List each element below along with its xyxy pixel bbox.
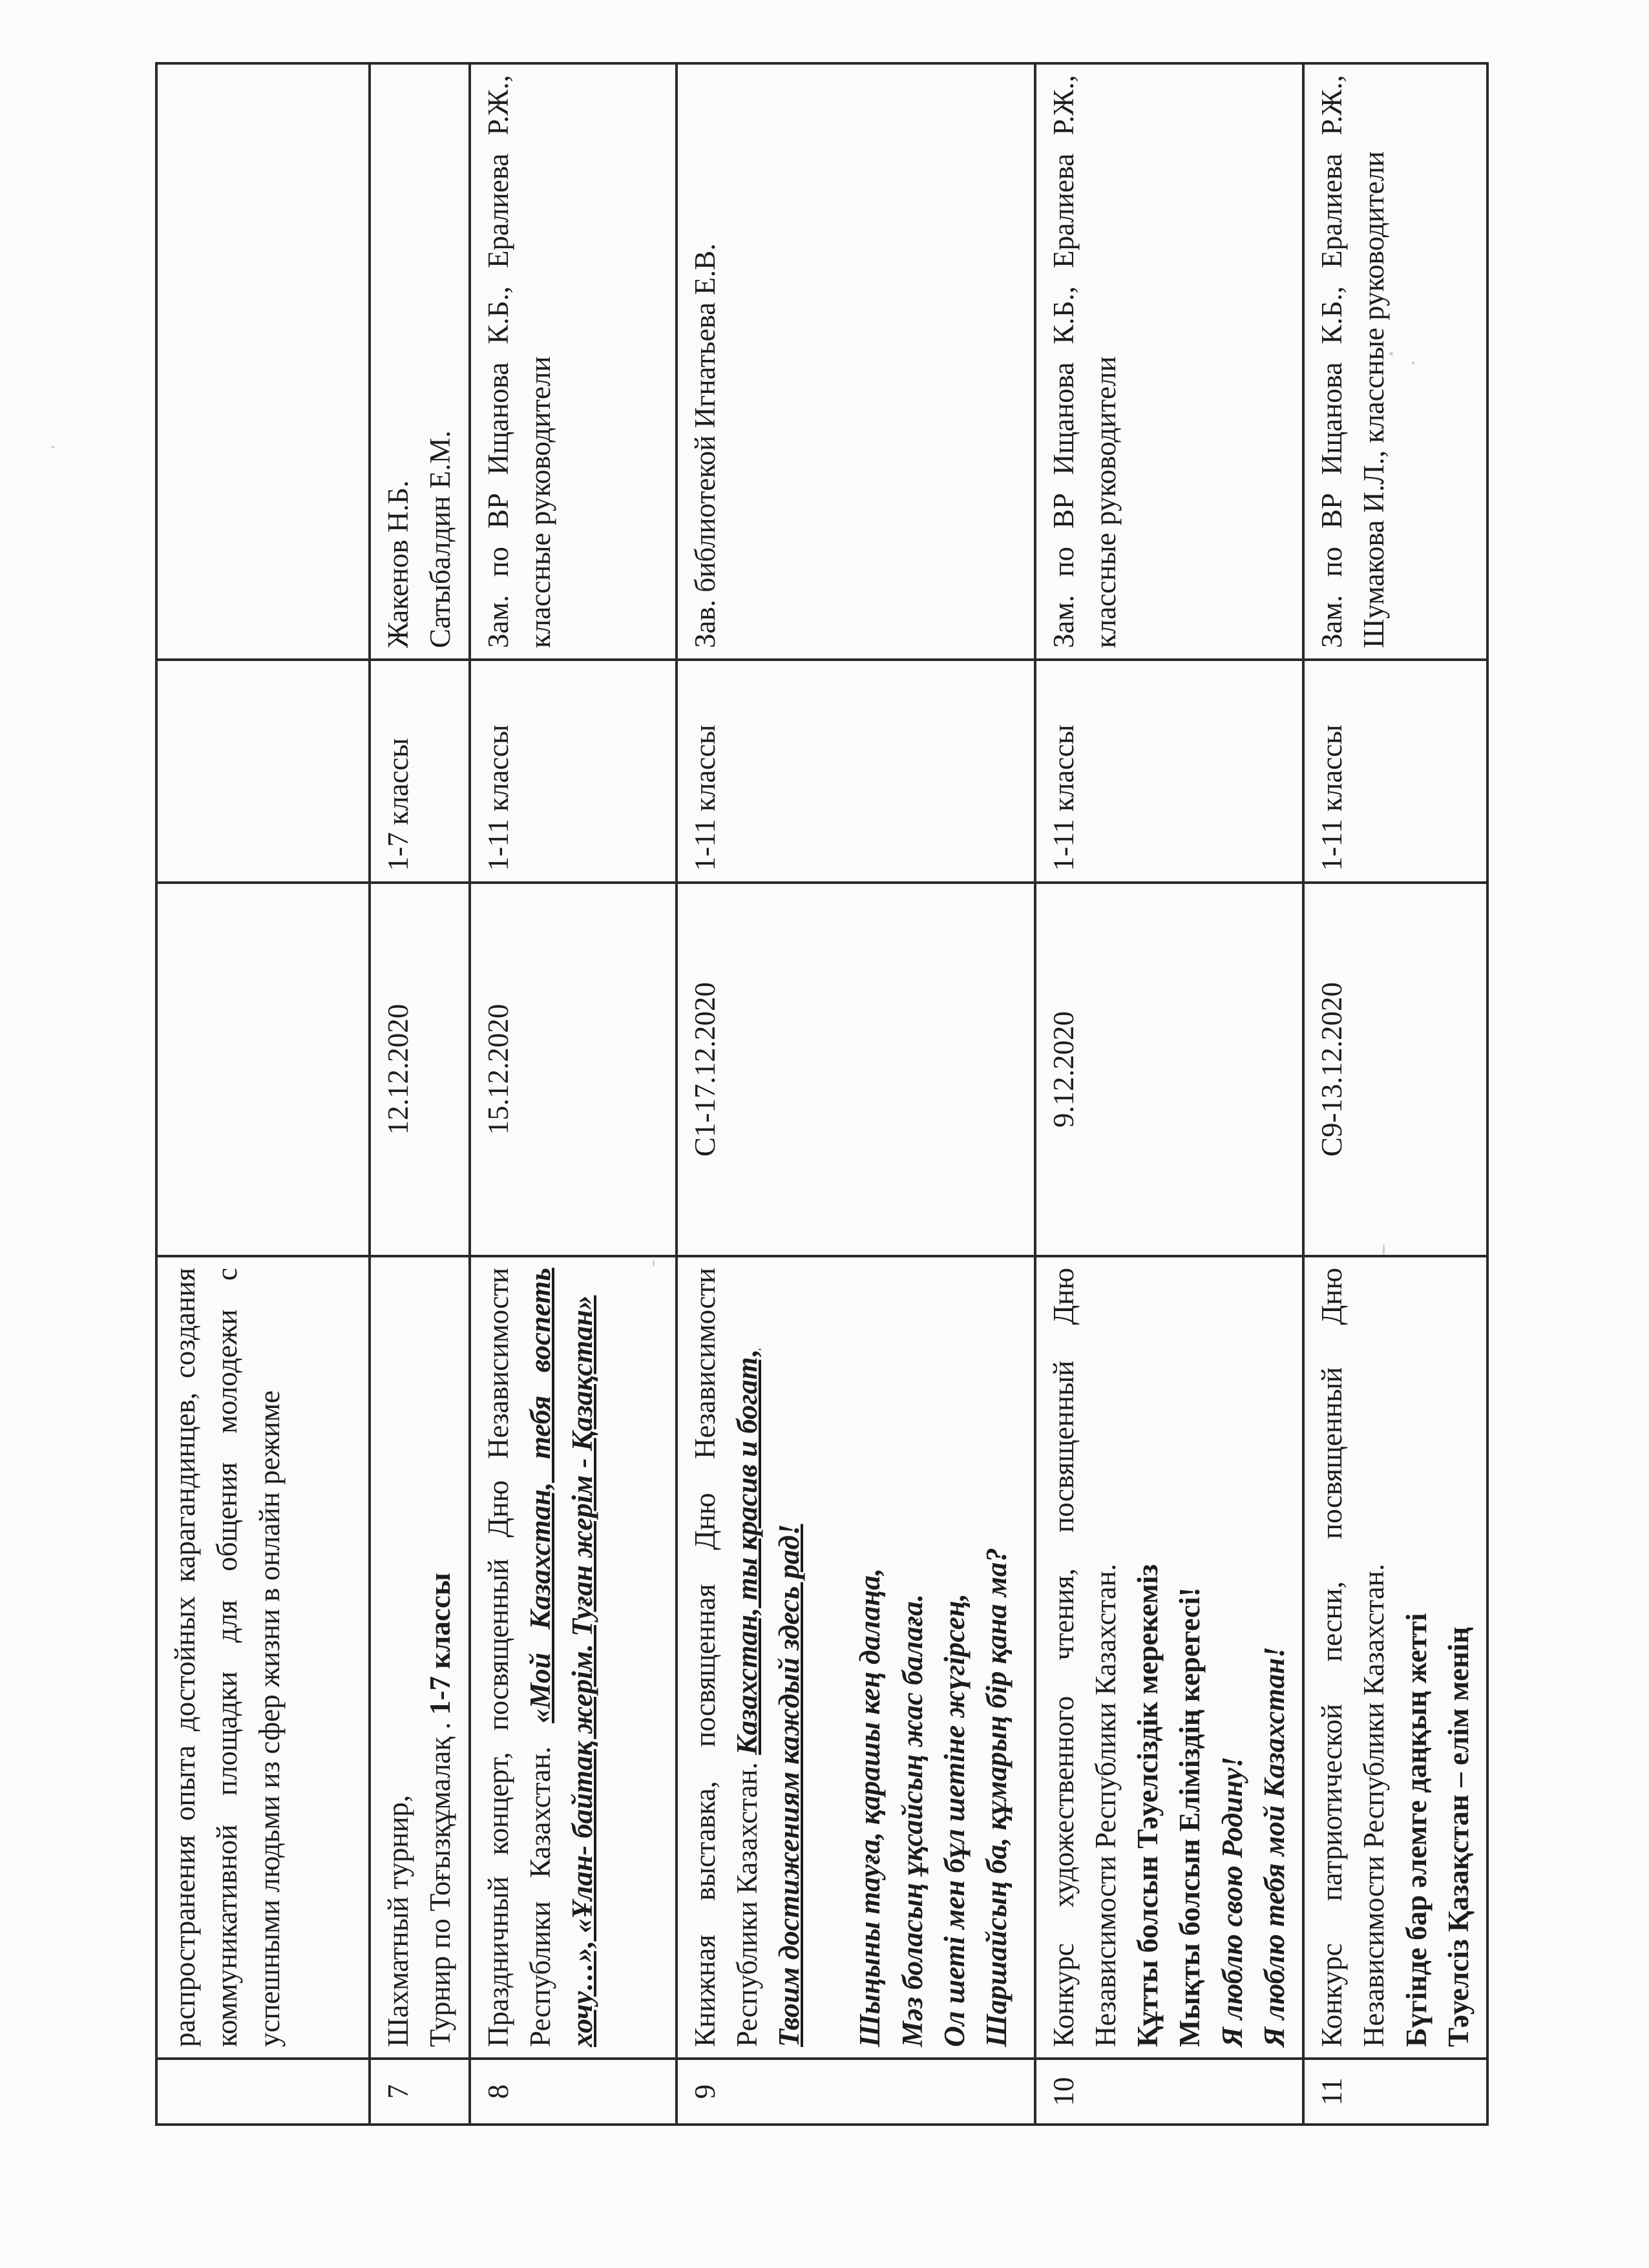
date-cell: С1-17.12.2020 (677, 883, 1035, 1256)
event-cell (1035, 1256, 1304, 2059)
participants-cell: 1-11 классы (677, 660, 1035, 883)
date-cell (156, 883, 370, 1256)
date-cell: 12.12.2020 (370, 883, 470, 1256)
event-text: распространения опыта достойных карагандинцев, создания коммуникативной площадки для общения молодежи с успешными людьми из сфер жизни в онлайн режиме (169, 1268, 286, 2047)
poem-line: Ол шеті мен бұл шетіне жүгірсең, (938, 1593, 971, 2047)
poem-line: Я люблю свою Родину! (1215, 1756, 1248, 2047)
rotated-page (155, 65, 1475, 2126)
table-row (1303, 63, 1487, 2125)
poem-line: Шыңыны тауға, қарашы кең далаңа, (854, 1568, 887, 2047)
table-row (156, 63, 370, 2125)
responsible-text: Зам. по ВР Ищанова К.Б., Ералиева Р.Ж., классные руководители (481, 75, 556, 648)
responsible-cell (470, 63, 677, 660)
date-cell: 9.12.2020 (1035, 883, 1304, 1256)
participants-cell: 1-11 классы (1035, 660, 1304, 883)
table-row (470, 63, 677, 2125)
poem-line: Мәз боласың ұқсайсың жас балаға. (896, 1593, 929, 2047)
poem-line: Шаршайсың ба, құмарың бір қана ма? (980, 1548, 1013, 2047)
scan-speck (52, 446, 54, 448)
row-number: 9 (677, 2059, 1035, 2125)
event-plan-table (155, 62, 1489, 2126)
event-cell (1303, 1256, 1487, 2059)
responsible-cell (1035, 63, 1304, 660)
participants-cell: 1-11 классы (470, 660, 677, 883)
date-cell: 15.12.2020 (470, 883, 677, 1256)
event-slogan: Твоим достижениям каждый здесь рад! (773, 1524, 805, 2047)
event-text: Конкурс патриотической песни, посвященный Дню Независимости Республики Казахстан. (1316, 1268, 1391, 2047)
event-slogan: «Мой Казахстан, тебя воспеть хочу…», «Ұлан- байтақ жерім. Туған жерім - Қазақстан» (523, 1267, 598, 2047)
date-cell: С9-13.12.2020 (1303, 883, 1487, 1256)
event-slogan: Казахстан, ты красив и богат, (730, 1349, 763, 1755)
responsible-text: Зам. по ВР Ищанова К.Б., Ералиева Р.Ж., классные руководители (1047, 75, 1122, 648)
row-number (156, 2059, 370, 2125)
poem-line: Мықты болсын Еліміздің керегесі! (1173, 1587, 1206, 2047)
responsible-text: Зам. по ВР Ищанова К.Б., Ералиева Р.Ж., Шумакова И.Л., классные руководители (1316, 75, 1391, 648)
event-cell (677, 1256, 1035, 2059)
row-number: 7 (370, 2059, 470, 2125)
event-text: Праздничный концерт, посвященный Дню Независимости Республики Казахстан. (481, 1268, 556, 2047)
participants-cell (156, 660, 370, 883)
event-cell (370, 1256, 470, 2059)
participants-cell: 1-7 классы (370, 660, 470, 883)
responsible-name: Сатыбалдин Е.М. (424, 430, 457, 648)
poem-line: Құтты болсын Тәуелсіздік мерекеміз (1131, 1564, 1164, 2047)
event-cell (470, 1256, 677, 2059)
row-number: 8 (470, 2059, 677, 2125)
row-number: 10 (1035, 2059, 1304, 2125)
table-row (370, 63, 470, 2125)
poem-line: Бүгінде бар әлемге даңқың жетті (1400, 1613, 1433, 2047)
event-title: Шахматный турнир, (382, 1794, 414, 2047)
participants-cell: 1-11 классы (1303, 660, 1487, 883)
event-text: Конкурс художественного чтения, посвященный Дню Независимости Республики Казахстан. (1047, 1268, 1122, 2047)
table-row (677, 63, 1035, 2125)
responsible-cell (156, 63, 370, 660)
table-row (1035, 63, 1304, 2125)
event-text: Книжная выставка, посвященная Дню Независимости Республики Казахстан. (688, 1268, 763, 2047)
responsible-cell (370, 63, 470, 660)
poem-line: Я люблю тебя мой Казахстан! (1257, 1646, 1290, 2047)
event-cell (156, 1256, 370, 2059)
responsible-cell (1303, 63, 1487, 660)
event-text: Турнир по Тоғызқұмалақ . (424, 1722, 457, 2047)
poem-line: Тәуелсіз Қазақстан – елім менің (1442, 1626, 1475, 2047)
responsible-cell: Зав. библиотекой Игнатьева Е.В. (677, 63, 1035, 660)
event-subtitle (419, 1268, 461, 2047)
responsible-name: Жакенов Н.Б. (382, 480, 414, 648)
event-classes: 1-7 классы (424, 1572, 457, 1715)
row-number: 11 (1303, 2059, 1487, 2125)
